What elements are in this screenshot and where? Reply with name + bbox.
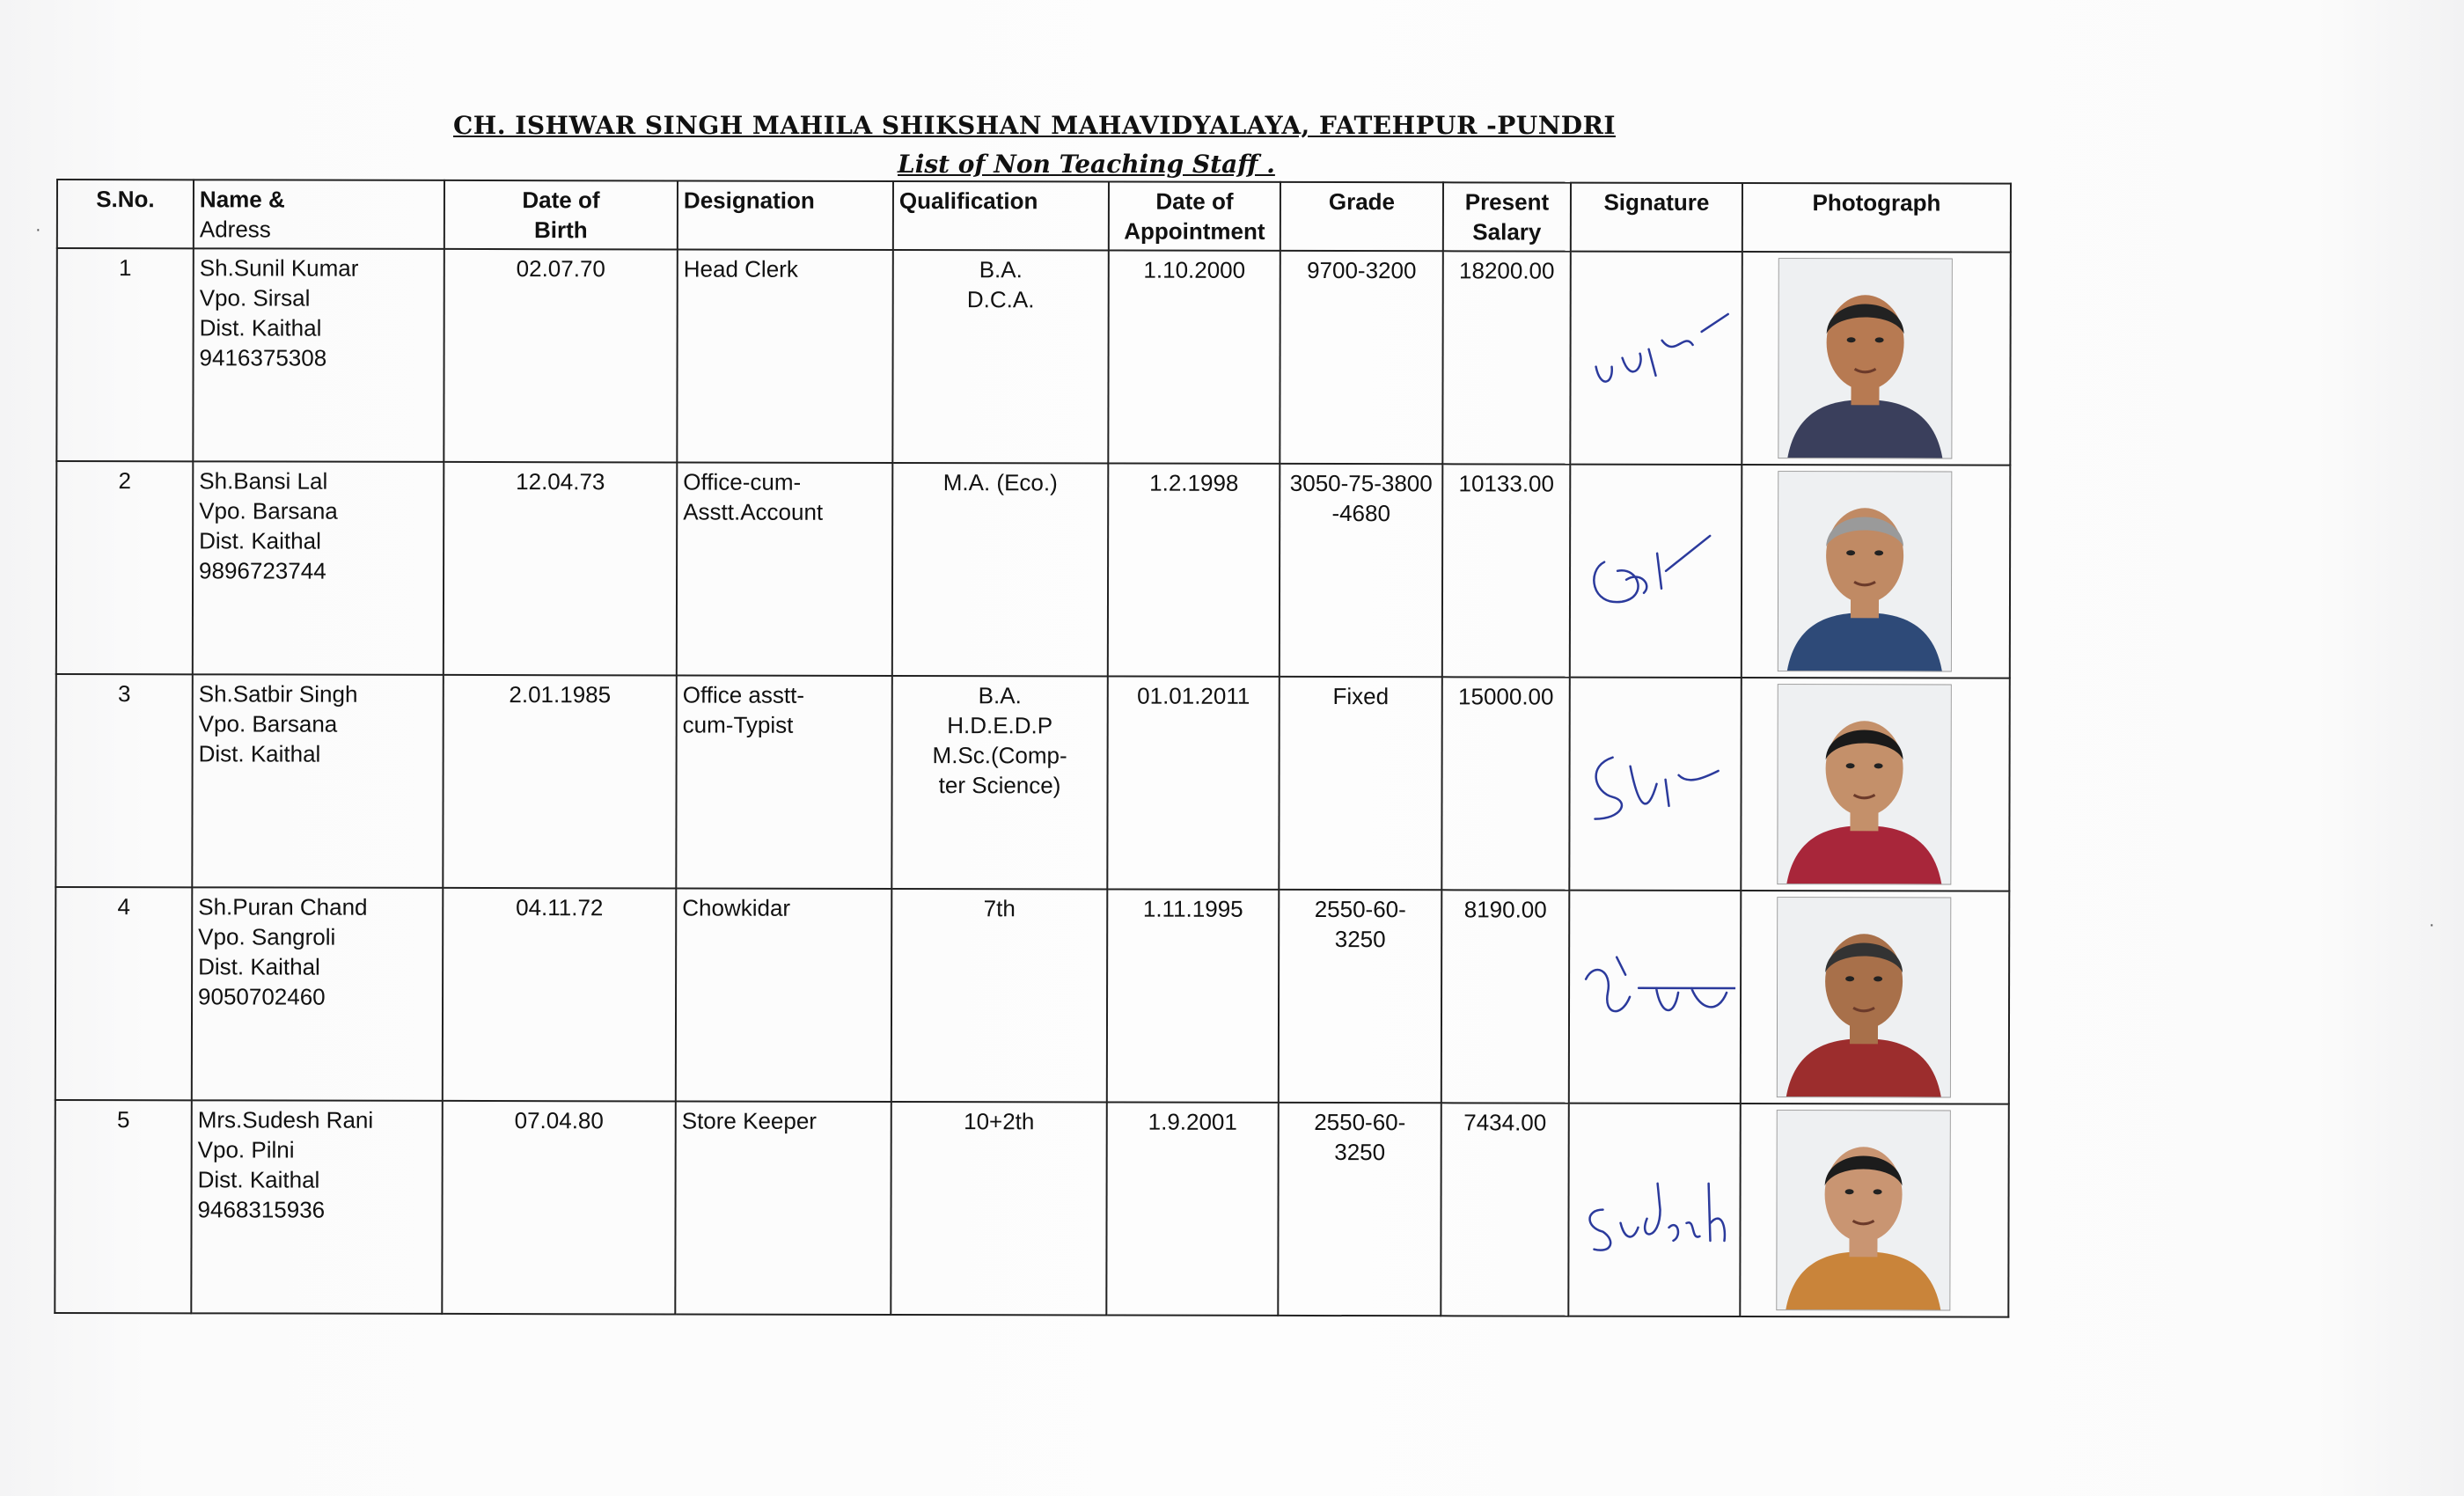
cell-photograph bbox=[1741, 891, 2010, 1104]
cell-dob: 07.04.80 bbox=[442, 1101, 676, 1315]
name-line: Dist. Kaithal bbox=[198, 740, 321, 767]
table-row bbox=[55, 887, 2010, 1104]
person-portrait-icon bbox=[1778, 259, 1951, 458]
cell-designation bbox=[676, 675, 892, 889]
cell-grade bbox=[1279, 677, 1442, 890]
cell-designation bbox=[677, 249, 893, 463]
cell-grade bbox=[1278, 1103, 1441, 1316]
qualification-line: 10+2th bbox=[964, 1108, 1035, 1135]
name-line: Vpo. Sirsal bbox=[199, 284, 311, 312]
cell-grade bbox=[1280, 464, 1443, 677]
name-line: Sh.Bansi Lal bbox=[199, 467, 328, 495]
header-photograph: Photograph bbox=[1742, 183, 2011, 253]
table-row bbox=[55, 674, 2010, 891]
designation-line: Chowkidar bbox=[682, 894, 791, 921]
cell-qualification bbox=[891, 676, 1108, 890]
name-line: Mrs.Sudesh Rani bbox=[197, 1106, 374, 1133]
cell-qualification bbox=[891, 1102, 1107, 1316]
cell-dob: 2.01.1985 bbox=[443, 675, 677, 889]
grade-line: 9700-3200 bbox=[1307, 256, 1417, 284]
cell-sno: 5 bbox=[55, 1100, 192, 1313]
name-line: 9416375308 bbox=[199, 344, 327, 371]
header-qualification: Qualification bbox=[893, 181, 1109, 251]
cell-photograph bbox=[1742, 465, 2011, 678]
cell-grade bbox=[1279, 890, 1442, 1103]
name-line: Vpo. Barsana bbox=[198, 710, 338, 737]
header-doa bbox=[1109, 182, 1280, 251]
header-doa-line2: Appointment bbox=[1124, 217, 1265, 245]
grade-line: 3250 bbox=[1334, 1139, 1386, 1166]
header-salary-line1: Present bbox=[1464, 188, 1550, 216]
name-line: 9050702460 bbox=[198, 983, 326, 1010]
cell-dob: 12.04.73 bbox=[444, 462, 678, 676]
cell-grade bbox=[1280, 251, 1443, 464]
name-line: Sh.Sunil Kumar bbox=[199, 254, 359, 282]
person-portrait-icon bbox=[1777, 1111, 1949, 1309]
handwritten-signature bbox=[1577, 944, 1735, 1041]
cell-doa: 1.10.2000 bbox=[1108, 251, 1280, 464]
designation-line: Store Keeper bbox=[681, 1107, 818, 1134]
qualification-line: M.A. (Eco.) bbox=[942, 469, 1058, 496]
person-portrait-icon bbox=[1778, 898, 1950, 1096]
cell-signature bbox=[1569, 678, 1742, 891]
cell-salary: 10133.00 bbox=[1442, 464, 1571, 677]
cell-name-address bbox=[191, 1100, 443, 1314]
header-salary bbox=[1443, 182, 1571, 251]
qualification-line: B.A. bbox=[979, 256, 1023, 283]
cell-photograph bbox=[1742, 252, 2011, 466]
cell-qualification bbox=[892, 463, 1109, 677]
header-salary-line2: Salary bbox=[1472, 218, 1542, 246]
list-subtitle: List of Non Teaching Staff . bbox=[898, 150, 1275, 179]
handwritten-signature bbox=[1577, 731, 1735, 828]
grade-line: Fixed bbox=[1332, 683, 1390, 710]
staff-photo bbox=[1778, 471, 1952, 671]
cell-name-address bbox=[192, 674, 444, 888]
cell-signature bbox=[1568, 1104, 1741, 1316]
grade-line: 3250 bbox=[1334, 926, 1386, 953]
cell-salary: 8190.00 bbox=[1441, 890, 1570, 1103]
header-designation: Designation bbox=[678, 180, 893, 250]
cell-doa: 01.01.2011 bbox=[1107, 677, 1280, 890]
name-line: Dist. Kaithal bbox=[199, 314, 322, 341]
cell-qualification bbox=[892, 250, 1109, 464]
cell-sno: 2 bbox=[56, 461, 194, 674]
name-line: Sh.Puran Chand bbox=[198, 893, 368, 920]
cell-doa: 1.11.1995 bbox=[1107, 890, 1280, 1103]
college-title: CH. ISHWAR SINGH MAHILA SHIKSHAN MAHAVIDYALAYA, FATEHPUR -PUNDRI bbox=[453, 111, 1616, 140]
cell-signature bbox=[1569, 891, 1742, 1104]
scan-speck: · bbox=[2429, 915, 2435, 935]
header-dob-line1: Date of bbox=[522, 187, 600, 214]
designation-line: Office asstt- bbox=[682, 681, 805, 708]
handwritten-signature bbox=[1576, 1157, 1734, 1254]
table-row bbox=[56, 248, 2011, 466]
cell-designation bbox=[676, 888, 892, 1102]
grade-line: 2550-60- bbox=[1314, 895, 1406, 923]
cell-sno: 4 bbox=[55, 887, 193, 1100]
cell-qualification bbox=[891, 889, 1108, 1103]
cell-designation bbox=[677, 462, 893, 676]
cell-salary: 15000.00 bbox=[1441, 677, 1570, 890]
name-line: Vpo. Barsana bbox=[199, 497, 338, 524]
staff-photo bbox=[1776, 1110, 1950, 1310]
staff-rows bbox=[55, 248, 2011, 1317]
staff-photo bbox=[1777, 897, 1951, 1097]
name-line: 9468315936 bbox=[197, 1196, 326, 1223]
name-line: Dist. Kaithal bbox=[198, 953, 320, 980]
header-doa-line1: Date of bbox=[1155, 187, 1234, 215]
header-dob-line2: Birth bbox=[534, 216, 588, 244]
cell-salary: 7434.00 bbox=[1441, 1103, 1569, 1316]
qualification-line: ter Science) bbox=[938, 772, 1061, 799]
header-sno: S.No. bbox=[57, 180, 194, 248]
cell-photograph bbox=[1741, 678, 2010, 891]
cell-signature bbox=[1570, 465, 1742, 678]
staff-photo bbox=[1777, 684, 1951, 884]
cell-designation bbox=[675, 1101, 891, 1315]
name-line: Dist. Kaithal bbox=[197, 1166, 320, 1193]
name-line: Dist. Kaithal bbox=[199, 527, 321, 554]
cell-sno: 3 bbox=[55, 674, 193, 887]
qualification-line: 7th bbox=[983, 895, 1016, 922]
cell-sno: 1 bbox=[56, 248, 194, 461]
person-portrait-icon bbox=[1778, 472, 1951, 671]
cell-name-address bbox=[193, 461, 444, 675]
name-line: Vpo. Pilni bbox=[197, 1136, 295, 1163]
cell-signature bbox=[1570, 252, 1742, 465]
name-line: Sh.Satbir Singh bbox=[198, 680, 358, 708]
qualification-line: D.C.A. bbox=[966, 286, 1035, 313]
grade-line: 3050-75-3800 bbox=[1289, 469, 1433, 497]
qualification-line: M.Sc.(Comp- bbox=[932, 742, 1067, 769]
person-portrait-icon bbox=[1778, 685, 1950, 884]
table-row bbox=[56, 461, 2011, 678]
header-row bbox=[57, 180, 2011, 253]
designation-line: Office-cum- bbox=[683, 468, 802, 495]
header-name-line1: Name & bbox=[199, 186, 285, 213]
grade-line: 2550-60- bbox=[1314, 1108, 1406, 1136]
header-signature: Signature bbox=[1571, 183, 1742, 252]
cell-doa: 1.9.2001 bbox=[1106, 1103, 1279, 1316]
header-grade: Grade bbox=[1280, 182, 1443, 251]
header-name-line2: Adress bbox=[199, 216, 271, 243]
cell-name-address bbox=[193, 248, 444, 462]
handwritten-signature bbox=[1578, 518, 1736, 615]
grade-line: -4680 bbox=[1331, 500, 1390, 527]
cell-photograph bbox=[1740, 1104, 2009, 1317]
designation-line: Asstt.Account bbox=[683, 498, 824, 525]
qualification-line: B.A. bbox=[978, 682, 1022, 709]
header-dob bbox=[444, 180, 678, 250]
scan-speck: · bbox=[35, 220, 41, 239]
name-line: Vpo. Sangroli bbox=[198, 923, 336, 950]
handwritten-signature bbox=[1578, 305, 1736, 402]
staff-table bbox=[54, 179, 2012, 1318]
cell-doa: 1.2.1998 bbox=[1108, 464, 1280, 677]
qualification-line: H.D.E.D.P bbox=[947, 712, 1053, 739]
designation-line: Head Clerk bbox=[683, 255, 798, 282]
cell-dob: 02.07.70 bbox=[444, 249, 678, 463]
cell-salary: 18200.00 bbox=[1442, 251, 1571, 464]
name-line: 9896723744 bbox=[199, 557, 326, 584]
table-row bbox=[55, 1100, 2009, 1317]
designation-line: cum-Typist bbox=[682, 711, 794, 738]
cell-dob: 04.11.72 bbox=[443, 888, 677, 1102]
cell-name-address bbox=[192, 887, 444, 1101]
staff-photo bbox=[1778, 258, 1952, 458]
header-name bbox=[194, 180, 444, 249]
